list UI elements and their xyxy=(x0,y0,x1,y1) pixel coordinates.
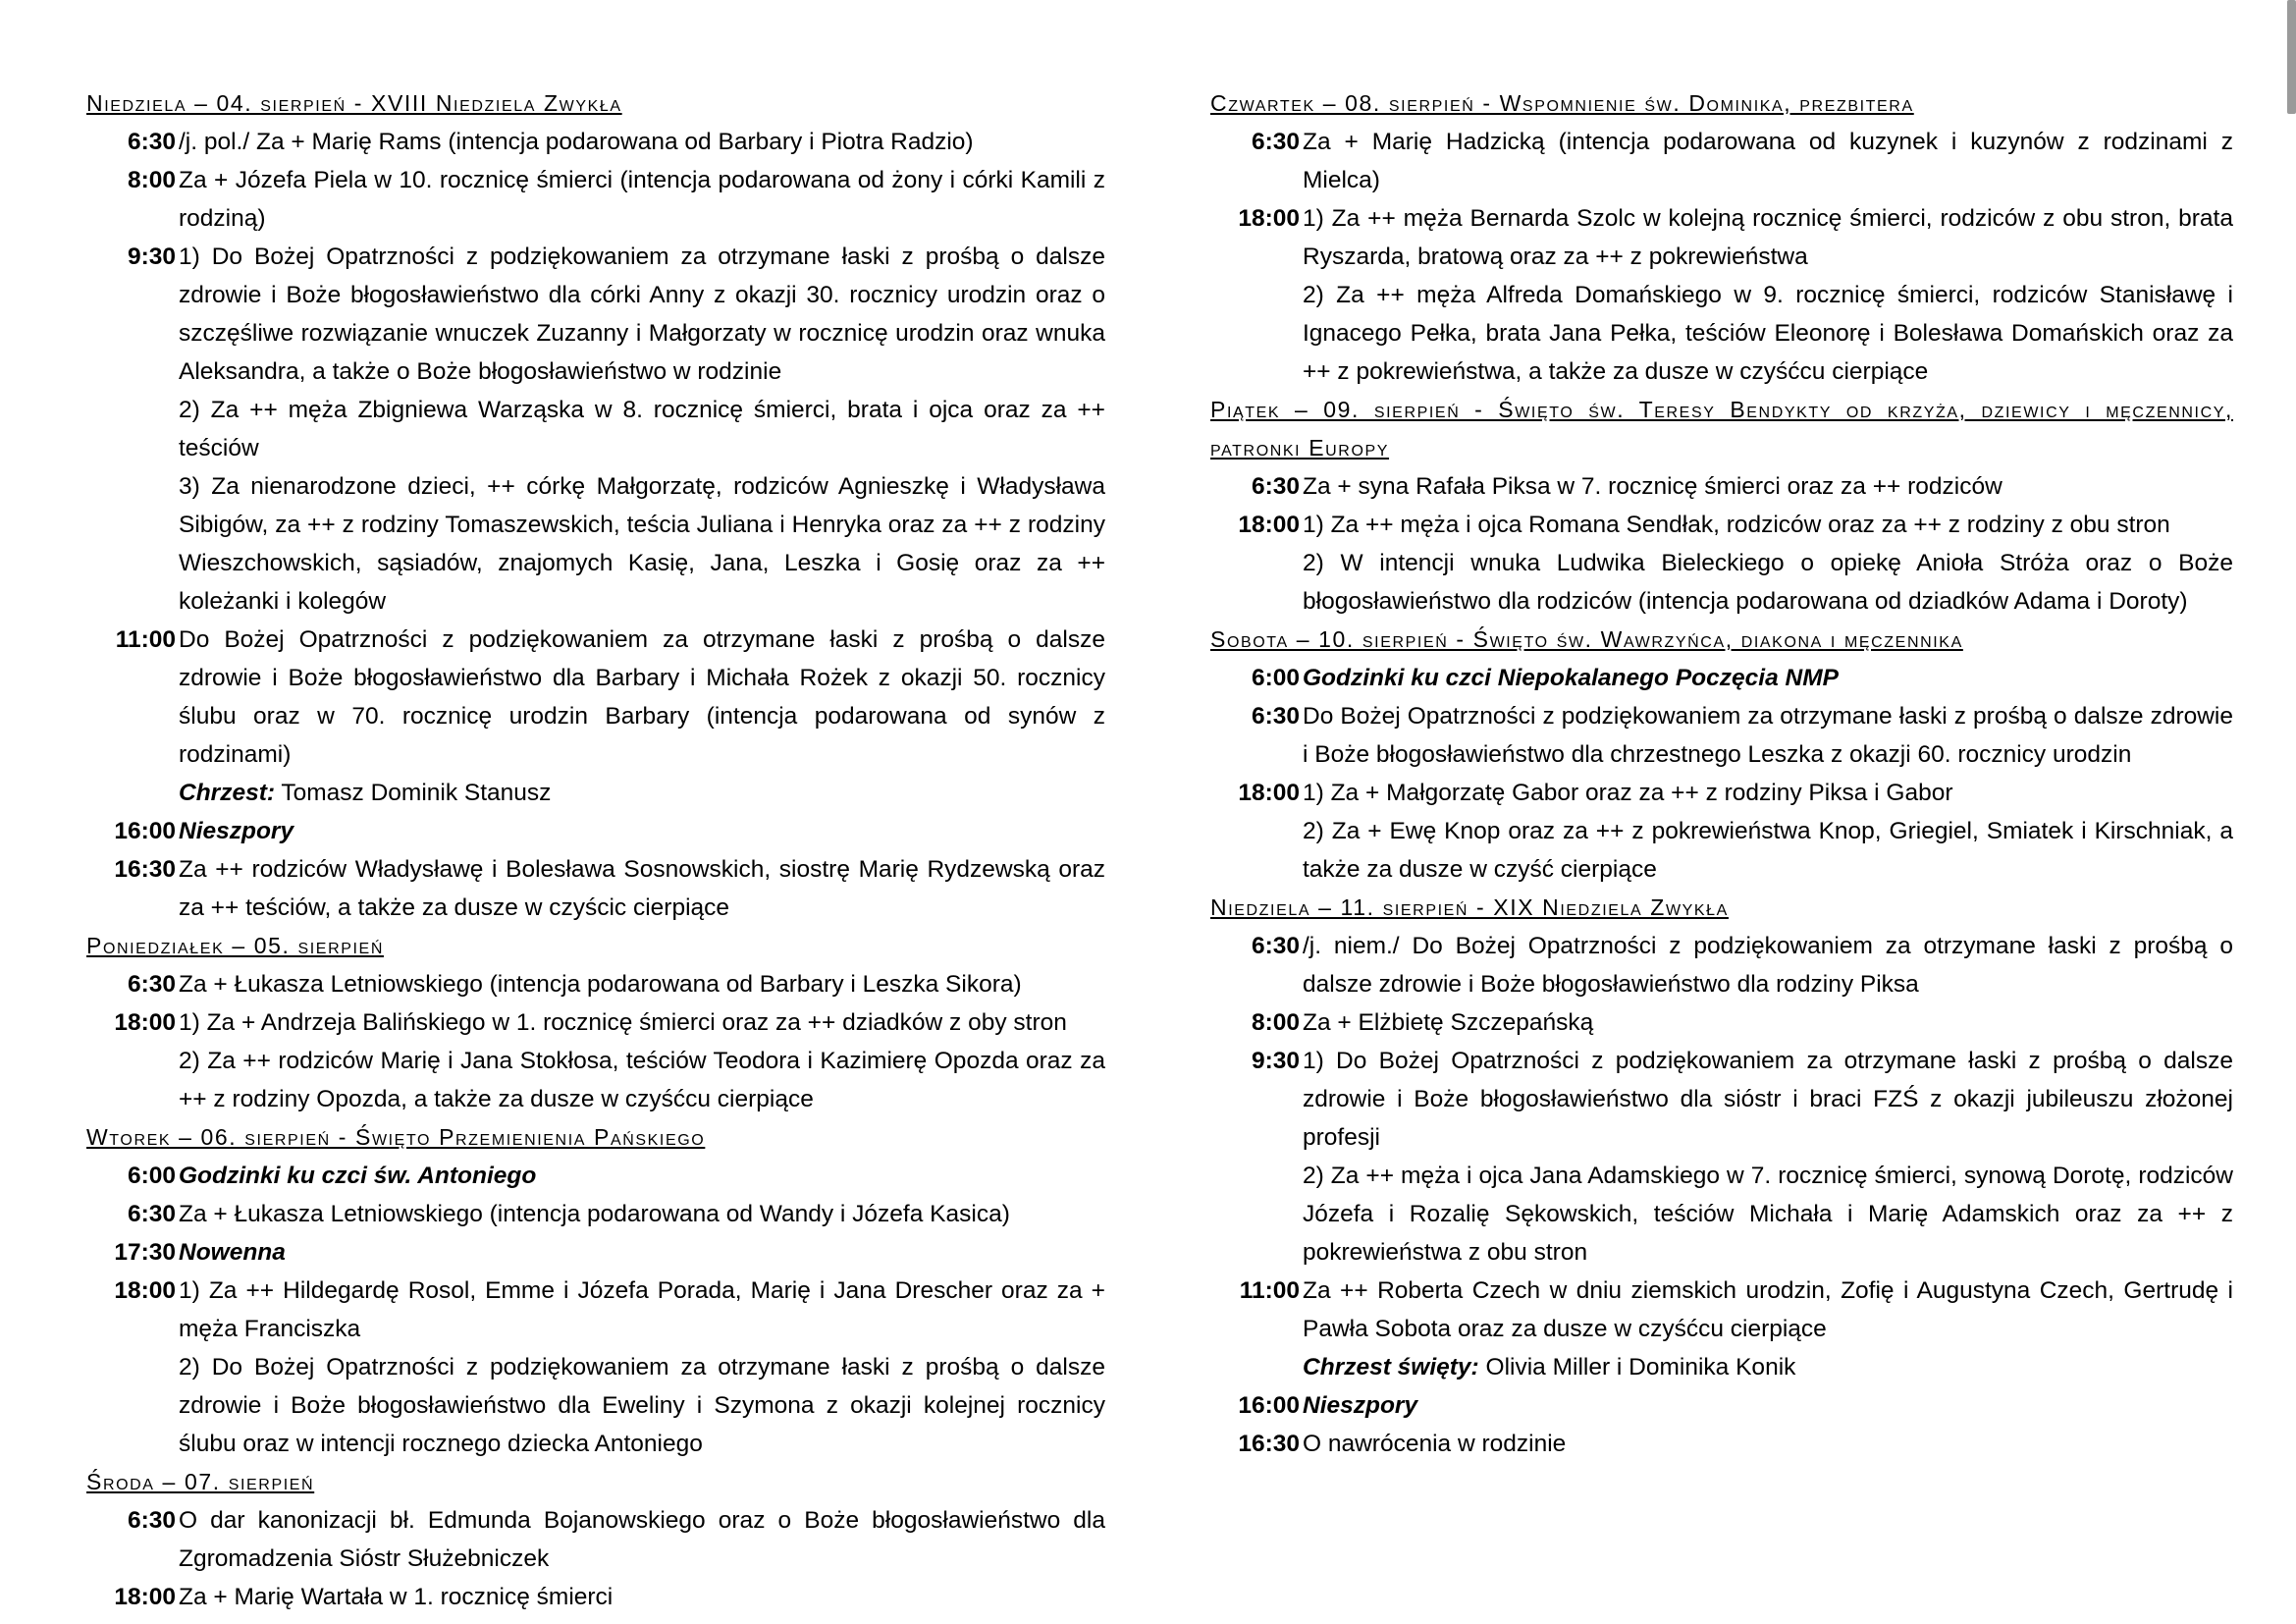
day-heading: Czwartek – 08. sierpień - Wspomnienie św. Dominika, prezbitera xyxy=(1210,90,1914,116)
mass-intentions xyxy=(1303,659,2233,697)
intention-text xyxy=(1303,927,2233,1003)
mass-time: 16:00 xyxy=(114,818,176,844)
intention-body: O dar kanonizacji bł. Edmunda Bojanowskiego oraz o Boże błogosławieństwo dla Zgromadzenia Sióstr Służebniczek xyxy=(179,1507,1105,1572)
mass-entry xyxy=(86,1233,1105,1272)
intention-text xyxy=(1303,1272,2233,1348)
mass-intentions xyxy=(1303,1386,2233,1425)
mass-intentions xyxy=(179,1578,1105,1616)
intention-body: 2) Do Bożej Opatrzności z podziękowaniem za otrzymane łaski z prośbą o dalsze zdrowie i Boże błogosławieństwo dla Eweliny i Szymona z okazji kolejnej rocznicy ślubu oraz w intencji rocznego dziecka Antoniego xyxy=(179,1354,1105,1457)
mass-intentions xyxy=(1303,927,2233,1003)
intention-body: /j. niem./ Do Bożej Opatrzności z podziękowaniem za otrzymane łaski z prośbą o dalsze zdrowie i Boże błogosławieństwo dla rodziny Piksa xyxy=(1303,933,2233,998)
intention-text xyxy=(1303,544,2233,621)
mass-time: 11:00 xyxy=(115,626,176,653)
intention-text xyxy=(1303,1386,2233,1425)
mass-entry xyxy=(1210,199,2233,391)
mass-entry xyxy=(86,238,1105,621)
mass-entry xyxy=(86,123,1105,161)
intention-body: 1) Za ++ męża i ojca Romana Sendłak, rodziców oraz za ++ z rodziny z obu stron xyxy=(1303,512,2170,538)
intention-text xyxy=(1303,1425,2233,1463)
mass-time: 16:00 xyxy=(1238,1392,1300,1419)
mass-intentions xyxy=(179,1003,1105,1118)
mass-intentions xyxy=(1303,1272,2233,1386)
mass-intentions xyxy=(179,123,1105,161)
day-heading: Poniedziałek – 05. sierpień xyxy=(86,933,384,958)
intention-body: Za + syna Rafała Piksa w 7. rocznicę śmierci oraz za ++ rodziców xyxy=(1303,473,2002,500)
intention-text xyxy=(179,774,1105,812)
intention-body: Za + Marię Hadzicką (intencja podarowana od kuzynek i kuzynów z rodzinami z Mielca) xyxy=(1303,129,2233,193)
intention-text xyxy=(1303,199,2233,276)
mass-time: 17:30 xyxy=(114,1239,176,1266)
mass-time: 6:30 xyxy=(1251,703,1300,730)
intention-body: 2) Za + Ewę Knop oraz za ++ z pokrewieństwa Knop, Griegiel, Smiatek i Kirschniak, a także za dusze w czyść cierpiące xyxy=(1303,818,2233,883)
intention-body: Za + Łukasza Letniowskiego (intencja podarowana od Barbary i Leszka Sikora) xyxy=(179,971,1022,998)
mass-intentions xyxy=(179,1501,1105,1578)
intention-body: Za ++ rodziców Władysławę i Bolesława Sosnowskich, siostrę Marię Rydzewską oraz za ++ teściów, a także za dusze w czyścic cierpiące xyxy=(179,856,1105,921)
mass-time: 9:30 xyxy=(127,244,176,270)
mass-intentions xyxy=(1303,467,2233,506)
mass-entry xyxy=(1210,506,2233,621)
mass-entry xyxy=(86,1003,1105,1118)
intention-text xyxy=(179,123,1105,161)
day-heading: Środa – 07. sierpień xyxy=(86,1469,315,1494)
intention-text xyxy=(179,1157,1105,1195)
intention-body: 3) Za nienarodzone dzieci, ++ córkę Małgorzatę, rodziców Agnieszkę i Władysława Sibigów, za ++ z rodziny Tomaszewskich, teścia Juliana i Henryka oraz za ++ z rodziny Wieszchowskich, sąsiadów, znajomych Kasię, Jana, Leszka i Gosię oraz za ++ koleżanki i kolegów xyxy=(179,473,1105,615)
intention-text xyxy=(1303,467,2233,506)
intention-body: 1) Za ++ męża Bernarda Szolc w kolejną rocznicę śmierci, rodziców z obu stron, brata Ryszarda, bratową oraz za ++ z pokrewieństwa xyxy=(1303,205,2233,270)
intention-text xyxy=(1303,123,2233,199)
mass-time: 18:00 xyxy=(114,1277,176,1304)
mass-time: 16:30 xyxy=(114,856,176,883)
intention-body: 1) Za + Małgorzatę Gabor oraz za ++ z rodziny Piksa i Gabor xyxy=(1303,780,1953,806)
mass-time: 6:30 xyxy=(1251,933,1300,959)
intention-body: 1) Za ++ Hildegardę Rosol, Emme i Józefa Porada, Marię i Jana Drescher oraz za + męża Franciszka xyxy=(179,1277,1105,1342)
mass-intentions xyxy=(179,1233,1105,1272)
mass-time: 6:00 xyxy=(1251,665,1300,691)
intention-body: Do Bożej Opatrzności z podziękowaniem za otrzymane łaski z prośbą o dalsze zdrowie i Boże błogosławieństwo dla Barbary i Michała Rożek z okazji 50. rocznicy ślubu oraz w 70. rocznicę urodzin Barbary (intencja podarowana od synów z rodzinami) xyxy=(179,626,1105,768)
intention-text xyxy=(179,161,1105,238)
intention-text xyxy=(1303,659,2233,697)
mass-intentions xyxy=(1303,1425,2233,1463)
mass-time: 16:30 xyxy=(1238,1431,1300,1457)
intention-text xyxy=(179,1042,1105,1118)
mass-entry xyxy=(86,1195,1105,1233)
mass-time: 18:00 xyxy=(1238,205,1300,232)
intention-label: Chrzest święty: xyxy=(1303,1354,1479,1380)
mass-entry xyxy=(86,621,1105,812)
day-heading: Sobota – 10. sierpień - Święto św. Wawrzyńca, diakona i męczennika xyxy=(1210,626,1963,652)
intention-body: Olivia Miller i Dominika Konik xyxy=(1478,1354,1796,1380)
mass-entry xyxy=(86,1578,1105,1616)
mass-time: 18:00 xyxy=(114,1584,176,1610)
intention-body: 2) Za ++ męża i ojca Jana Adamskiego w 7. rocznicę śmierci, synową Dorotę, rodziców Józefa i Rozalię Sękowskich, teściów Michała i Marię Adamskich oraz za ++ z pokrewieństwa z obu stron xyxy=(1303,1163,2233,1266)
intention-text xyxy=(1303,1003,2233,1042)
intention-body: /j. pol./ Za + Marię Rams (intencja podarowana od Barbary i Piotra Radzio) xyxy=(179,129,974,155)
mass-entry xyxy=(86,1272,1105,1463)
intention-text xyxy=(179,391,1105,467)
mass-time: 6:30 xyxy=(1251,129,1300,155)
intention-body: 2) Za ++ męża Alfreda Domańskiego w 9. rocznicę śmierci, rodziców Stanisławę i Ignacego Pełka, brata Jana Pełka, teściów Eleonorę i Bolesława Domańskich oraz za ++ z pokrewieństwa, a także za dusze w czyśćcu cierpiące xyxy=(1303,282,2233,385)
intention-body: Za + Marię Wartała w 1. rocznicę śmierci xyxy=(179,1584,614,1610)
intention-body: 1) Za + Andrzeja Balińskiego w 1. rocznicę śmierci oraz za ++ dziadków z oby stron xyxy=(179,1009,1067,1036)
right-column xyxy=(1210,84,2233,1463)
mass-intentions xyxy=(179,850,1105,927)
mass-time: 18:00 xyxy=(114,1009,176,1036)
intention-text xyxy=(179,238,1105,391)
mass-time: 6:30 xyxy=(1251,473,1300,500)
mass-entry xyxy=(1210,1003,2233,1042)
intention-body: 2) Za ++ męża Zbigniewa Warząska w 8. rocznicę śmierci, brata i ojca oraz za ++ teściów xyxy=(179,397,1105,461)
mass-intentions xyxy=(1303,697,2233,774)
mass-entry xyxy=(86,812,1105,850)
mass-time: 6:00 xyxy=(127,1163,176,1189)
scrollbar[interactable] xyxy=(2287,0,2296,114)
mass-entry xyxy=(1210,659,2233,697)
mass-intentions xyxy=(1303,774,2233,889)
intention-text xyxy=(179,1272,1105,1348)
intention-label: Chrzest: xyxy=(179,780,276,806)
intention-body: Za + Józefa Piela w 10. rocznicę śmierci (intencja podarowana od żony i córki Kamili z rodziną) xyxy=(179,167,1105,232)
intention-body: Za + Elżbietę Szczepańską xyxy=(1303,1009,1594,1036)
mass-intentions xyxy=(1303,1003,2233,1042)
intention-body: 1) Do Bożej Opatrzności z podziękowaniem za otrzymane łaski z prośbą o dalsze zdrowie i Boże błogosławieństwo dla sióstr i braci FZŚ z okazji jubileuszu złożonej profesji xyxy=(1303,1048,2233,1151)
mass-intentions xyxy=(179,1195,1105,1233)
intention-text xyxy=(179,1578,1105,1616)
intention-label: Nowenna xyxy=(179,1239,286,1266)
intention-text xyxy=(179,467,1105,621)
intention-body: Tomasz Dominik Stanusz xyxy=(275,780,552,806)
mass-entry xyxy=(1210,774,2233,889)
mass-intentions xyxy=(179,812,1105,850)
mass-time: 6:30 xyxy=(127,1507,176,1534)
mass-time: 8:00 xyxy=(127,167,176,193)
intention-text xyxy=(179,1233,1105,1272)
intention-text xyxy=(179,812,1105,850)
day-heading: Wtorek – 06. sierpień - Święto Przemienienia Pańskiego xyxy=(86,1124,706,1150)
mass-entry xyxy=(86,850,1105,927)
intention-body: 1) Do Bożej Opatrzności z podziękowaniem za otrzymane łaski z prośbą o dalsze zdrowie i Boże błogosławieństwo dla córki Anny z okazji 30. rocznicy urodzin oraz o szczęśliwe rozwiązanie wnuczek Zuzanny i Małgorzaty w rocznicę urodzin oraz wnuka Aleksandra, a także o Boże błogosławieństwo w rodzinie xyxy=(179,244,1105,385)
mass-intentions xyxy=(1303,506,2233,621)
mass-entry xyxy=(1210,1042,2233,1272)
mass-entry xyxy=(1210,467,2233,506)
mass-time: 6:30 xyxy=(127,1201,176,1227)
mass-intentions xyxy=(179,621,1105,812)
mass-entry xyxy=(1210,1272,2233,1386)
intention-text xyxy=(179,850,1105,927)
mass-intentions xyxy=(1303,199,2233,391)
mass-time: 18:00 xyxy=(1238,512,1300,538)
intention-text xyxy=(1303,697,2233,774)
intention-text xyxy=(1303,774,2233,812)
mass-entry xyxy=(1210,697,2233,774)
mass-entry xyxy=(1210,1425,2233,1463)
mass-intentions xyxy=(179,1272,1105,1463)
mass-intentions xyxy=(1303,123,2233,199)
intention-text xyxy=(179,1003,1105,1042)
intention-body: Za + Łukasza Letniowskiego (intencja podarowana od Wandy i Józefa Kasica) xyxy=(179,1201,1010,1227)
intention-body: Za ++ Roberta Czech w dniu ziemskich urodzin, Zofię i Augustyna Czech, Gertrudę i Pawła Sobota oraz za dusze w czyśćcu cierpiące xyxy=(1303,1277,2233,1342)
mass-time: 18:00 xyxy=(1238,780,1300,806)
intention-text xyxy=(1303,506,2233,544)
intention-label: Godzinki ku czci św. Antoniego xyxy=(179,1163,537,1189)
intention-text xyxy=(1303,1042,2233,1157)
intention-body: O nawrócenia w rodzinie xyxy=(1303,1431,1567,1457)
intention-label: Godzinki ku czci Niepokalanego Poczęcia NMP xyxy=(1303,665,1839,691)
mass-intentions xyxy=(179,1157,1105,1195)
intention-text xyxy=(1303,1157,2233,1272)
mass-time: 9:30 xyxy=(1251,1048,1300,1074)
intention-text xyxy=(179,621,1105,774)
mass-time: 6:30 xyxy=(127,129,176,155)
intention-body: 2) Za ++ rodziców Marię i Jana Stokłosa, teściów Teodora i Kazimierę Opozda oraz za ++ z rodziny Opozda, a także za dusze w czyśćcu cierpiące xyxy=(179,1048,1105,1112)
intention-text xyxy=(1303,276,2233,391)
intention-text xyxy=(1303,812,2233,889)
mass-time: 11:00 xyxy=(1239,1277,1300,1304)
mass-intentions xyxy=(179,161,1105,238)
intention-body: Do Bożej Opatrzności z podziękowaniem za otrzymane łaski z prośbą o dalsze zdrowie i Boże błogosławieństwo dla chrzestnego Leszka z okazji 60. rocznicy urodzin xyxy=(1303,703,2233,768)
mass-time: 6:30 xyxy=(127,971,176,998)
intention-body: 2) W intencji wnuka Ludwika Bieleckiego o opiekę Anioła Stróża oraz o Boże błogosławieństwo dla rodziców (intencja podarowana od dziadków Adama i Doroty) xyxy=(1303,550,2233,615)
mass-intentions xyxy=(1303,1042,2233,1272)
day-heading: Piątek – 09. sierpień - Święto św. Teresy Bendykty od krzyża, dziewicy i męczennicy, patronki Europy xyxy=(1210,397,2233,460)
mass-entry xyxy=(86,965,1105,1003)
mass-entry xyxy=(1210,123,2233,199)
mass-entry xyxy=(86,161,1105,238)
mass-time: 8:00 xyxy=(1251,1009,1300,1036)
mass-entry xyxy=(1210,927,2233,1003)
mass-entry xyxy=(86,1501,1105,1578)
intention-label: Nieszpory xyxy=(179,818,294,844)
mass-intentions xyxy=(179,965,1105,1003)
mass-entry xyxy=(86,1157,1105,1195)
left-column xyxy=(86,84,1105,1616)
day-heading: Niedziela – 04. sierpień - XVIII Niedziela Zwykła xyxy=(86,90,622,116)
intention-label: Nieszpory xyxy=(1303,1392,1418,1419)
intention-text xyxy=(179,1501,1105,1578)
mass-entry xyxy=(1210,1386,2233,1425)
intention-text xyxy=(1303,1348,2233,1386)
mass-intentions xyxy=(179,238,1105,621)
intention-text xyxy=(179,965,1105,1003)
day-heading: Niedziela – 11. sierpień - XIX Niedziela Zwykła xyxy=(1210,894,1729,920)
intention-text xyxy=(179,1195,1105,1233)
intention-text xyxy=(179,1348,1105,1463)
